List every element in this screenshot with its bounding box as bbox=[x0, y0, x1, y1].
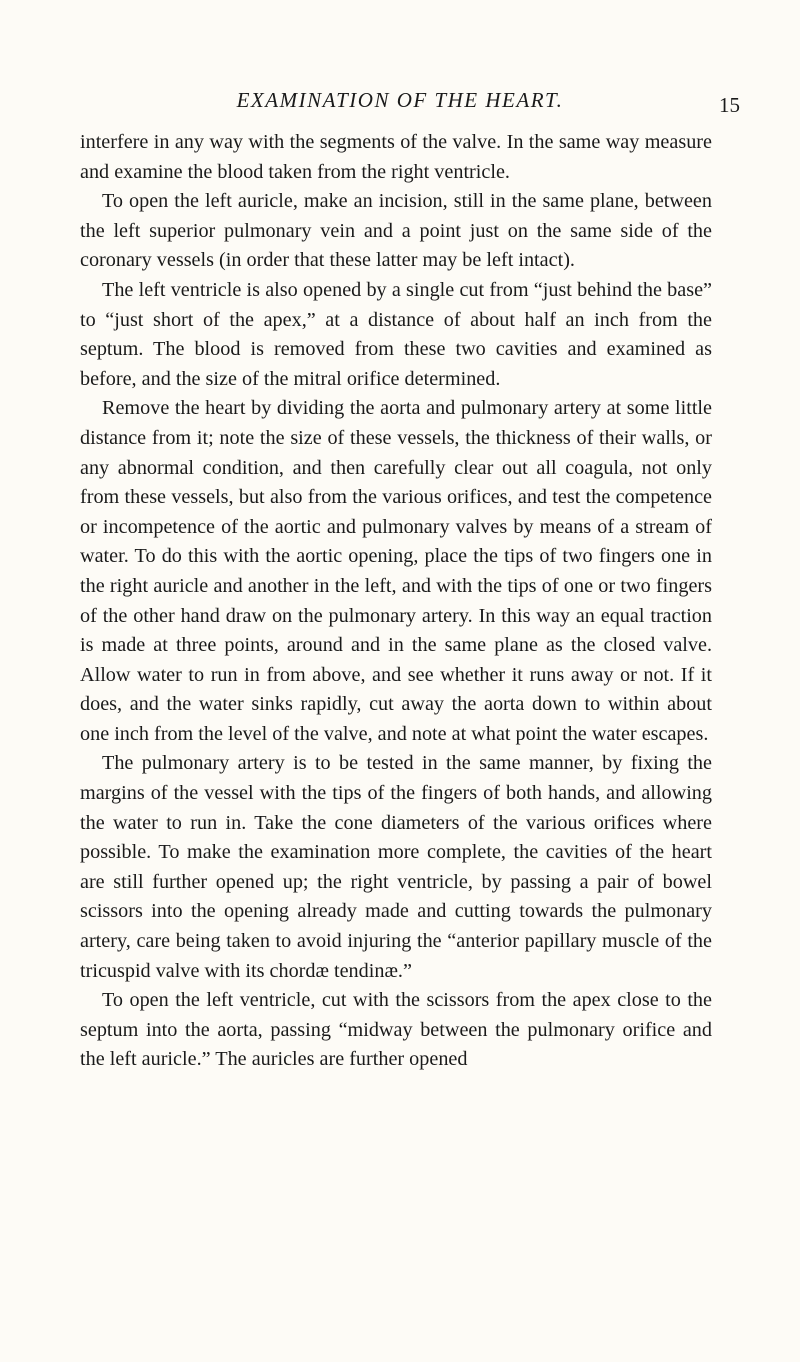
paragraph: Remove the heart by dividing the aorta and pulmonary artery at some little distance from it; note the size of these vessels, the thickness of their walls, or any abnormal condition, and then carefully clear out all coagula, not only from these vessels, but also from the various orifices, and test the competence or incompetence of the aortic and pulmonary valves by means of a stream of water. To do this with the aortic opening, place the tips of two fingers one in the right auricle and another in the left, and with the tips of one or two fingers of the other hand draw on the pulmonary artery. In this way an equal traction is made at three points, around and in the same plane as the closed valve. Allow water to run in from above, and see whether it runs away or not. If it does, and the water sinks rapidly, cut away the aorta down to within about one inch from the level of the valve, and note at what point the water escapes. bbox=[80, 397, 712, 745]
paragraph: interfere in any way with the segments of the valve. In the same way measure and examine the blood taken from the right ventricle. bbox=[80, 131, 712, 183]
paragraph: The left ventricle is also opened by a single cut from “just behind the base” to “just short of the apex,” at a distance of about half an inch from the septum. The blood is removed from these two cavities and examined as before, and the size of the mitral orifice determined. bbox=[80, 278, 712, 390]
paragraph: To open the left auricle, make an incision, still in the same plane, between the left superior pulmonary vein and a point just on the same side of the coronary vessels (in order that these latter may be left intact). bbox=[80, 190, 712, 272]
page-number: 15 bbox=[719, 93, 740, 117]
paragraph: The pulmonary artery is to be tested in the same manner, by fixing the margins of the vessel with the tips of the fingers of both hands, and allowing the water to run in. Take the cone diameters of the various orifices where possible. To make the examination more complete, the cavities of the heart are still further opened up; the right ventricle, by passing a pair of bowel scissors into the opening already made and cutting towards the pulmonary artery, care being taken to avoid injuring the “anterior papillary muscle of the tricuspid valve with its chordæ tendinæ.” bbox=[80, 752, 712, 982]
running-head bbox=[60, 88, 740, 128]
body-text bbox=[80, 128, 712, 1075]
paragraph: To open the left ventricle, cut with the scissors from the apex close to the septum into the aorta, passing “midway between the pulmonary orifice and the left auricle.” The auricles are further opened bbox=[80, 989, 712, 1071]
running-head-title: EXAMINATION OF THE HEART. bbox=[236, 88, 564, 112]
